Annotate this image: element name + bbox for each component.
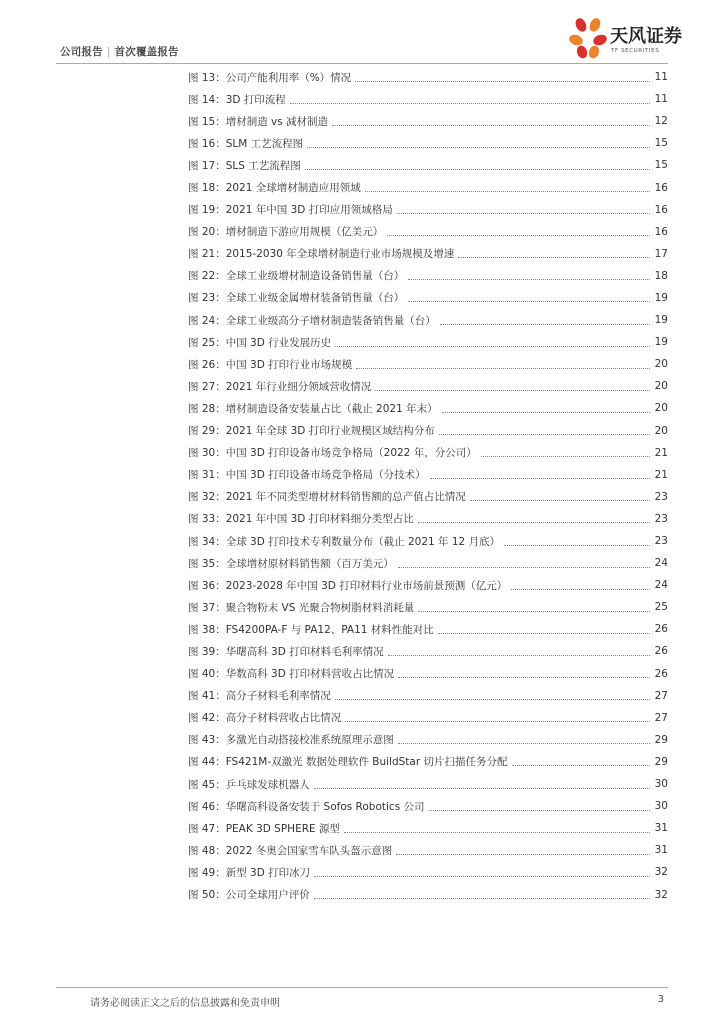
toc-entry-label: 图 15：增材制造 vs 减材制造	[188, 115, 329, 128]
toc-entry[interactable]	[188, 375, 668, 397]
toc-entry[interactable]	[188, 154, 668, 176]
toc-entry-label: 图 19：2021 年中国 3D 打印应用领域格局	[188, 204, 393, 217]
toc-entry-label: 图 43：多激光自动搭接校准系统原理示意图	[188, 734, 394, 747]
toc-entry[interactable]	[188, 486, 668, 508]
toc-entry[interactable]	[188, 199, 668, 221]
toc-leader-dots	[470, 500, 650, 501]
toc-entry-label: 图 44：FS421M-双激光 数据处理软件 BuildStar 切片扫描任务分配	[188, 756, 508, 769]
toc-entry-label: 图 39：华曙高科 3D 打印材料毛利率情况	[188, 645, 384, 658]
toc-entry-page: 19	[654, 314, 668, 327]
toc-entry-page: 26	[654, 623, 668, 636]
toc-entry-label: 图 18：2021 全球增材制造应用领域	[188, 182, 361, 195]
toc-entry[interactable]	[188, 176, 668, 198]
toc-entry[interactable]	[188, 861, 668, 883]
toc-entry[interactable]	[188, 707, 668, 729]
toc-entry-page: 20	[654, 380, 668, 393]
toc-leader-dots	[458, 257, 650, 258]
toc-entry-page: 31	[654, 844, 668, 857]
toc-entry-label: 图 26：中国 3D 打印行业市场规模	[188, 358, 353, 371]
toc-entry-page: 21	[654, 468, 668, 481]
toc-entry[interactable]	[188, 552, 668, 574]
toc-entry[interactable]	[188, 685, 668, 707]
toc-entry-page: 27	[654, 711, 668, 724]
toc-entry-label: 图 46：华曙高科设备安装于 Sofos Robotics 公司	[188, 800, 425, 813]
toc-entry-label: 图 21：2015-2030 年全球增材制造行业市场规模及增速	[188, 248, 455, 261]
toc-entry[interactable]	[188, 309, 668, 331]
footer-divider	[56, 987, 668, 988]
toc-entry-page: 11	[654, 71, 668, 84]
toc-entry-page: 31	[654, 822, 668, 835]
toc-entry-page: 15	[654, 159, 668, 172]
toc-entry-page: 16	[654, 203, 668, 216]
toc-entry[interactable]	[188, 883, 668, 905]
page-header	[0, 0, 724, 60]
toc-entry-page: 32	[654, 866, 668, 879]
toc-entry-label: 图 13：公司产能利用率（%）情况	[188, 71, 352, 84]
toc-entry-label: 图 45：乒乓球发球机器人	[188, 778, 310, 791]
toc-entry[interactable]	[188, 331, 668, 353]
toc-leader-dots	[375, 390, 650, 391]
toc-entry-page: 27	[654, 689, 668, 702]
toc-entry-page: 23	[654, 512, 668, 525]
toc-entry-page: 23	[654, 490, 668, 503]
toc-entry[interactable]	[188, 640, 668, 662]
toc-entry[interactable]	[188, 574, 668, 596]
toc-entry-label: 图 22：全球工业级增材制造设备销售量（台）	[188, 270, 405, 283]
toc-entry-label: 图 16：SLM 工艺流程图	[188, 137, 304, 150]
toc-leader-dots	[396, 854, 650, 855]
toc-entry[interactable]	[188, 243, 668, 265]
toc-entry[interactable]	[188, 773, 668, 795]
toc-leader-dots	[440, 324, 650, 325]
toc-entry-page: 32	[654, 888, 668, 901]
toc-entry-page: 15	[654, 137, 668, 150]
toc-entry-page: 26	[654, 645, 668, 658]
toc-entry-label: 图 42：高分子材料营收占比情况	[188, 712, 342, 725]
page-number: 3	[657, 994, 664, 1005]
toc-entry-page: 21	[654, 446, 668, 459]
toc-leader-dots	[408, 279, 650, 280]
toc-leader-dots	[398, 743, 650, 744]
toc-entry-label: 图 40：华数高科 3D 打印材料营收占比情况	[188, 668, 395, 681]
toc-entry-label: 图 25：中国 3D 行业发展历史	[188, 336, 332, 349]
toc-entry-page: 11	[654, 93, 668, 106]
toc-entry-label: 图 24：全球工业级高分子增材制造装备销售量（台）	[188, 314, 436, 327]
toc-entry-page: 18	[654, 269, 668, 282]
toc-entry-label: 图 50：公司全球用户评价	[188, 889, 310, 902]
toc-leader-dots	[356, 368, 650, 369]
toc-leader-dots	[355, 81, 650, 82]
toc-entry-page: 23	[654, 535, 668, 548]
toc-entry-label: 图 20：增材制造下游应用规模（亿美元）	[188, 226, 384, 239]
toc-leader-dots	[511, 589, 650, 590]
toc-entry[interactable]	[188, 287, 668, 309]
toc-entry-page: 24	[654, 557, 668, 570]
toc-entry[interactable]	[188, 663, 668, 685]
toc-leader-dots	[387, 235, 650, 236]
toc-leader-dots	[335, 346, 650, 347]
toc-entry-page: 19	[654, 291, 668, 304]
toc-entry[interactable]	[188, 464, 668, 486]
toc-entry-page: 19	[654, 336, 668, 349]
toc-entry-label: 图 28：增材制造设备安装量占比（截止 2021 年末）	[188, 402, 438, 415]
toc-leader-dots	[314, 898, 650, 899]
header-divider	[56, 63, 668, 64]
toc-entry[interactable]	[188, 110, 668, 132]
toc-entry[interactable]	[188, 508, 668, 530]
toc-entry-label: 图 17：SLS 工艺流程图	[188, 159, 301, 172]
toc-entry[interactable]	[188, 88, 668, 110]
toc-entry[interactable]	[188, 795, 668, 817]
toc-entry[interactable]	[188, 751, 668, 773]
toc-leader-dots	[442, 412, 650, 413]
toc-leader-dots	[398, 677, 650, 678]
toc-entry-label: 图 31：中国 3D 打印设备市场竞争格局（分技术）	[188, 469, 426, 482]
report-type	[60, 44, 179, 59]
toc-entry-label: 图 29：2021 年全球 3D 打印行业规模区域结构分布	[188, 425, 435, 438]
toc-leader-dots	[504, 545, 650, 546]
toc-leader-dots	[388, 655, 650, 656]
toc-leader-dots	[397, 213, 650, 214]
toc-entry-label: 图 37：聚合物粉末 VS 光聚合物树脂材料消耗量	[188, 601, 415, 614]
toc-entry-label: 图 23：全球工业级金属增材装备销售量（台）	[188, 292, 405, 305]
header-separator: |	[106, 46, 111, 58]
toc-leader-dots	[438, 633, 650, 634]
toc-leader-dots	[429, 810, 650, 811]
toc-entry[interactable]	[188, 420, 668, 442]
toc-entry-page: 12	[654, 115, 668, 128]
toc-leader-dots	[439, 434, 650, 435]
toc-entry-label: 图 30：中国 3D 打印设备市场竞争格局（2022 年，分公司）	[188, 447, 477, 460]
toc-entry-page: 16	[654, 181, 668, 194]
logo-text-cn: 天风证券	[610, 26, 682, 47]
toc-leader-dots	[335, 699, 650, 700]
toc-entry-label: 图 38：FS4200PA-F 与 PA12、PA11 材料性能对比	[188, 623, 434, 636]
toc-entry[interactable]	[188, 530, 668, 552]
toc-entry-label: 图 35：全球增材原材料销售额（百万美元）	[188, 557, 394, 570]
company-logo	[568, 16, 682, 60]
toc-leader-dots	[398, 567, 650, 568]
toc-entry[interactable]	[188, 265, 668, 287]
toc-leader-dots	[307, 147, 650, 148]
toc-leader-dots	[418, 611, 650, 612]
toc-leader-dots	[344, 832, 650, 833]
toc-entry-page: 17	[654, 247, 668, 260]
toc-entry-page: 30	[654, 778, 668, 791]
toc-entry-page: 30	[654, 800, 668, 813]
toc-entry[interactable]	[188, 132, 668, 154]
toc-entry-label: 图 33：2021 年中国 3D 打印材料细分类型占比	[188, 513, 414, 526]
toc-leader-dots	[305, 169, 650, 170]
toc-leader-dots	[345, 721, 650, 722]
toc-entry-page: 20	[654, 402, 668, 415]
toc-entry-label: 图 36：2023-2028 年中国 3D 打印材料行业市场前景预测（亿元）	[188, 579, 508, 592]
toc-entry[interactable]	[188, 66, 668, 88]
toc-leader-dots	[290, 103, 650, 104]
toc-entry-label: 图 27：2021 年行业细分领域营收情况	[188, 380, 372, 393]
logo-text-en: TF SECURITIES	[611, 48, 660, 54]
toc-entry-page: 26	[654, 667, 668, 680]
toc-leader-dots	[365, 191, 650, 192]
toc-leader-dots	[314, 788, 650, 789]
toc-leader-dots	[430, 478, 650, 479]
toc-entry-page: 29	[654, 755, 668, 768]
figure-toc	[188, 66, 668, 906]
toc-entry-label: 图 41：高分子材料毛利率情况	[188, 690, 331, 703]
toc-leader-dots	[332, 125, 650, 126]
toc-entry-page: 24	[654, 579, 668, 592]
toc-leader-dots	[512, 765, 650, 766]
toc-entry[interactable]	[188, 397, 668, 419]
report-subtype: 首次覆盖报告	[114, 46, 179, 58]
toc-entry-label: 图 49：新型 3D 打印冰刀	[188, 866, 311, 879]
toc-leader-dots	[418, 522, 650, 523]
toc-entry-label: 图 34：全球 3D 打印技术专利数量分布（截止 2021 年 12 月底）	[188, 535, 501, 548]
toc-entry-page: 29	[654, 733, 668, 746]
toc-entry-label: 图 32：2021 年不同类型增材材料销售额的总产值占比情况	[188, 491, 466, 504]
toc-entry-page: 20	[654, 424, 668, 437]
toc-entry-label: 图 14：3D 打印流程	[188, 93, 286, 106]
footer-disclaimer: 请务必阅读正文之后的信息披露和免责申明	[90, 998, 280, 1009]
toc-entry[interactable]	[188, 839, 668, 861]
toc-entry[interactable]	[188, 596, 668, 618]
toc-entry-label: 图 48：2022 冬奥会国家雪车队头盔示意图	[188, 844, 393, 857]
toc-leader-dots	[314, 876, 650, 877]
toc-entry-page: 20	[654, 358, 668, 371]
toc-entry-page: 25	[654, 601, 668, 614]
toc-entry-label: 图 47：PEAK 3D SPHERE 源型	[188, 822, 340, 835]
toc-entry[interactable]	[188, 618, 668, 640]
toc-leader-dots	[481, 456, 650, 457]
toc-entry[interactable]	[188, 817, 668, 839]
report-category: 公司报告	[60, 46, 103, 58]
toc-leader-dots	[408, 301, 650, 302]
toc-entry[interactable]	[188, 729, 668, 751]
toc-entry[interactable]	[188, 442, 668, 464]
toc-entry-page: 16	[654, 225, 668, 238]
toc-entry[interactable]	[188, 221, 668, 243]
toc-entry[interactable]	[188, 353, 668, 375]
logo-mark-icon	[568, 16, 608, 60]
